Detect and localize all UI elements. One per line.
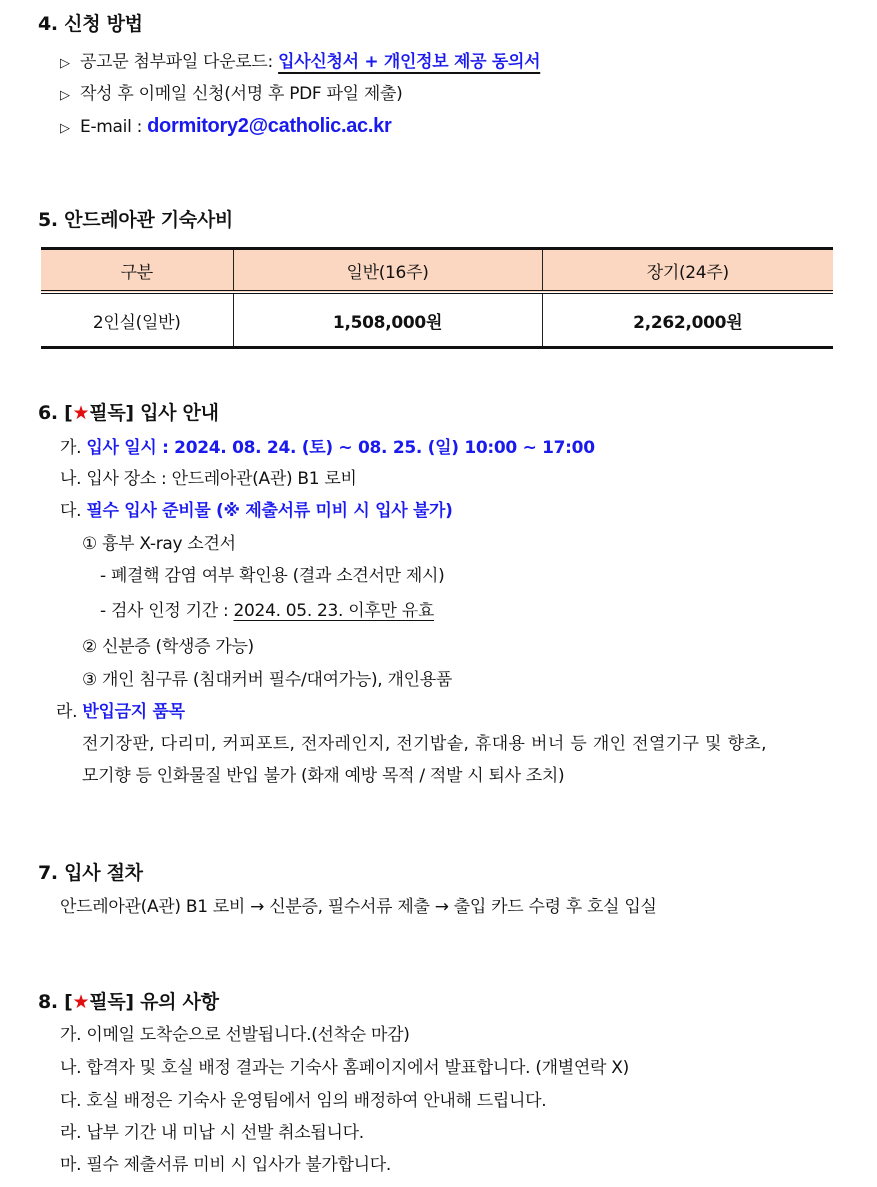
section-8-title: 8. [★필독] 유의 사항 [38,991,219,1013]
room-type-cell: 2인실(일반) [92,312,181,333]
header-category: 구분 [41,249,233,293]
header-regular: 일반(16주) [233,249,542,293]
header-long-term: 장기(24주) [542,249,833,293]
triangle-bullet-icon: ▷ [60,56,70,71]
prohibited-items-line2: 모기향 등 인화물질 반입 불가 (화재 예방 목적 / 적발 시 퇴사 조치) [82,766,565,786]
s6-da: 다. 필수 입사 준비물 (※ 제출서류 미비 시 입사 불가) [60,501,453,521]
fee-table [41,247,833,349]
section-4-title: 4. 신청 방법 [38,13,143,35]
section-7-title: 7. 입사 절차 [38,862,143,884]
move-in-date: 입사 일시 : 2024. 08. 24. (토) ~ 08. 25. (일) 10:00 ~ 17:00 [86,438,595,458]
s6-ga: 가. 입사 일시 : 2024. 08. 24. (토) ~ 08. 25. (일) 10:00 ~ 17:00 [60,438,595,458]
move-in-procedure: 안드레아관(A관) B1 로비 → 신분증, 필수서류 제출 → 출입 카드 수령 후 호실 입실 [60,897,657,917]
notice-item: 다. 호실 배정은 기숙사 운영팀에서 임의 배정하여 안내해 드립니다. [60,1091,547,1111]
star-icon: ★ [72,991,90,1013]
email-address-link[interactable]: dormitory2@catholic.ac.kr [147,115,392,137]
required-item-id: ② 신분증 (학생증 가능) [82,637,254,657]
required-items-heading: 필수 입사 준비물 (※ 제출서류 미비 시 입사 불가) [86,501,453,521]
regular-fee-cell: 1,508,000원 [233,292,542,348]
notice-item: 마. 필수 제출서류 미비 시 입사가 불가합니다. [60,1155,392,1175]
s6-na: 나. 입사 장소 : 안드레아관(A관) B1 로비 [60,469,357,489]
s4-item-email: ▷ E-mail : dormitory2@catholic.ac.kr [60,114,391,141]
required-item-xray: ① 흉부 X-ray 소견서 [82,534,236,554]
xray-sub-validity: - 검사 인정 기간 : 2024. 05. 23. 이후만 유효 [100,601,434,621]
section-6-title: 6. [★필독] 입사 안내 [38,402,219,424]
notice-item: 나. 합격자 및 호실 배정 결과는 기숙사 홈페이지에서 발표합니다. (개별연락 X) [60,1058,629,1078]
required-item-bedding: ③ 개인 침구류 (침대커버 필수/대여가능), 개인용품 [82,670,452,690]
s4-item-download: ▷ 공고문 첨부파일 다운로드: 입사신청서 + 개인정보 제공 동의서 [60,50,540,76]
section-5-title: 5. 안드레아관 기숙사비 [38,209,233,231]
star-icon: ★ [72,402,90,424]
prohibited-items-heading: 반입금지 품목 [82,702,185,722]
s6-ra: 라. 반입금지 품목 [56,702,185,722]
table-row [41,292,833,348]
validity-date: 2024. 05. 23. 이후만 유효 [233,601,434,621]
long-term-fee-cell: 2,262,000원 [542,292,833,348]
fee-table-header-row [41,249,833,293]
xray-sub-purpose: - 폐결핵 감염 여부 확인용 (결과 소견서만 제시) [100,566,445,586]
notice-item: 라. 납부 기간 내 미납 시 선발 취소됩니다. [60,1123,364,1143]
move-in-location: 입사 장소 : 안드레아관(A관) B1 로비 [86,469,357,489]
attachment-link[interactable]: 입사신청서 + 개인정보 제공 동의서 [278,52,541,72]
triangle-bullet-icon: ▷ [60,88,70,103]
prohibited-items-line1: 전기장판, 다리미, 커피포트, 전자레인지, 전기밥솥, 휴대용 버너 등 개인 전열기구 및 향초, [82,734,767,754]
s4-item-email-apply: ▷ 작성 후 이메일 신청(서명 후 PDF 파일 제출) [60,82,402,108]
triangle-bullet-icon: ▷ [60,121,70,136]
notice-item: 가. 이메일 도착순으로 선발됩니다.(선착순 마감) [60,1025,410,1045]
